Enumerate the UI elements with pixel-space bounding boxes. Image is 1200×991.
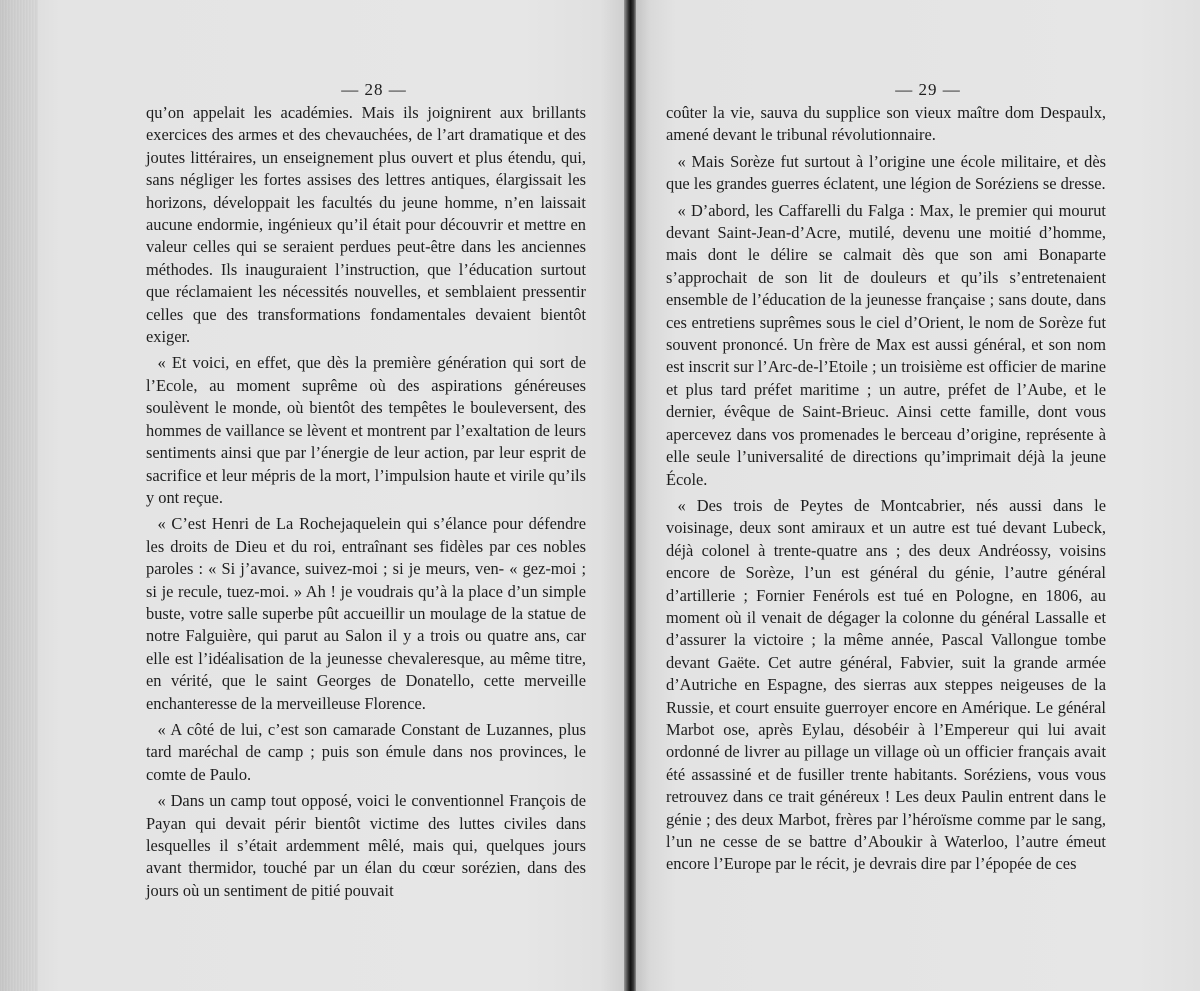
right-page-text [666,102,1106,876]
page-number-right: — 29 — [895,80,961,99]
paragraph: « Des trois de Peytes de Montcabrier, nés aussi dans le voisinage, deux sont amiraux et un autre est tué devant Lubeck, déjà colonel à trente-quatre ans ; des deux Andréossy, voisins encore de Sorèze, l’un est général du génie, l’autre général d’artillerie ; Fornier Fenérols est tué en Pologne, en 1806, au moment où il venait de dégager la colonne du général Lassalle et d’assurer la victoire ; la même année, Pascal Vallongue tombe devant Gaëte. Cet autre général, Fabvier, suit la grande armée d’Autriche en Espagne, des sierras aux steppes neigeuses de la Russie, et court ensuite guerroyer encore en Amérique. Le général Marbot ose, après Eylau, désobéir à l’Empereur qui lui avait ordonné de livrer au pillage un village où un officier français avait été assassiné et de fusiller trente habitants. Soréziens, vous vous retrouvez dans ce trait généreux ! Les deux Paulin entrent dans le génie ; des deux Marbot, frères par l’héroïsme comme par le sang, l’un ne cesse de se battre d’Aboukir à Waterloo, l’autre émeut encore l’Europe par le récit, je devrais dire par l’épopée de ces [666,495,1106,874]
paragraph: « A côté de lui, c’est son camarade Constant de Luzannes, plus tard maréchal de camp ; puis son émule dans nos provinces, le comte de Paulo. [146,719,586,784]
paragraph: coûter la vie, sauva du supplice son vieux maître dom Despaulx, amené devant le tribunal révolutionnaire. [666,103,1106,145]
paragraph: qu’on appelait les académies. Mais ils joignirent aux brillants exercices des armes et des chevauchées, de l’art dramatique et des joutes littéraires, un enseignement plus ouvert et plus étendu, qui, sans négliger les fortes assises des lettres antiques, élargissait les horizons, développait les facultés du jeune homme, n’en laissait aucune endormie, ingénieux qu’il était pour découvrir et mettre en valeur celles qui se seraient perdues peut-être dans les anciennes méthodes. Ils inauguraient l’instruction, que l’éducation surtout que réclamaient les nécessités nouvelles, et semblaient pressentir celles que des transformations fondamentales devaient bientôt exiger. [146,103,586,347]
paragraph: « Dans un camp tout opposé, voici le conventionnel François de Payan qui devait périr bientôt victime des luttes civiles dans lesquelles il s’était ardemment mêlé, mais qui, quelques jours avant thermidor, touché par un élan du cœur sorézien, dans des jours où un sentiment de pitié pouvait [146,791,586,900]
paragraph: « D’abord, les Caffarelli du Falga : Max, le premier qui mourut devant Saint-Jean-d’Acre, mutilé, devenu une moitié d’homme, mais dont le délire se calmait dès que son ami Bonaparte s’approchait de son lit de douleurs et qu’ils s’entretenaient ensemble de l’éducation de la jeunesse française ; sans doute, dans ces entretiens suprêmes sous le ciel d’Orient, le nom de Sorèze fut souvent prononcé. Un frère de Max est aussi général, et son nom est inscrit sur l’Arc-de-l’Etoile ; un troisième est officier de marine et plus tard préfet maritime ; un autre, préfet de l’Aube, et le dernier, évêque de Saint-Brieuc. Ainsi cette famille, dont vous apercevez dans vos promenades le berceau d’origine, représente à elle seule l’universalité de directions qu’imprimait déjà la jeune École. [666,200,1106,489]
left-page-text [146,102,586,902]
page-number-left: — 28 — [341,80,407,99]
paragraph: « Mais Sorèze fut surtout à l’origine une école militaire, et dès que les grandes guerres éclatent, une légion de Soréziens se dresse. [666,151,1106,194]
right-page [636,0,1200,991]
book-gutter [624,0,636,991]
paragraph: « C’est Henri de La Rochejaquelein qui s’élance pour défendre les droits de Dieu et du roi, entraînant ses fidèles par ces nobles paroles : « Si j’avance, suivez-moi ; si je meurs, ven- « gez-moi ; si je recule, tuez-moi. » Ah ! je voudrais qu’à la place d’un simple buste, votre salle superbe pût accueillir un moulage de la statue de notre Falguière, qui parut au Salon il y a trois ou quatre ans, car elle est l’idéalisation de la jeunesse chevaleresque, au même titre, en vérité, que le saint Georges de Donatello, cette merveille enchanteresse de la merveilleuse Florence. [146,514,586,713]
paragraph: « Et voici, en effet, que dès la première génération qui sort de l’Ecole, au moment suprême où des aspirations généreuses soulèvent le monde, où bientôt des tempêtes le bouleversent, des hommes de vaillance se lèvent et montrent par l’exaltation de leurs sentiments ainsi que par l’énergie de leur action, par leur esprit de sacrifice et leur mépris de la mort, l’impulsion haute et virile qu’ils y ont reçue. [146,353,586,507]
page-edge-stack [0,0,38,991]
